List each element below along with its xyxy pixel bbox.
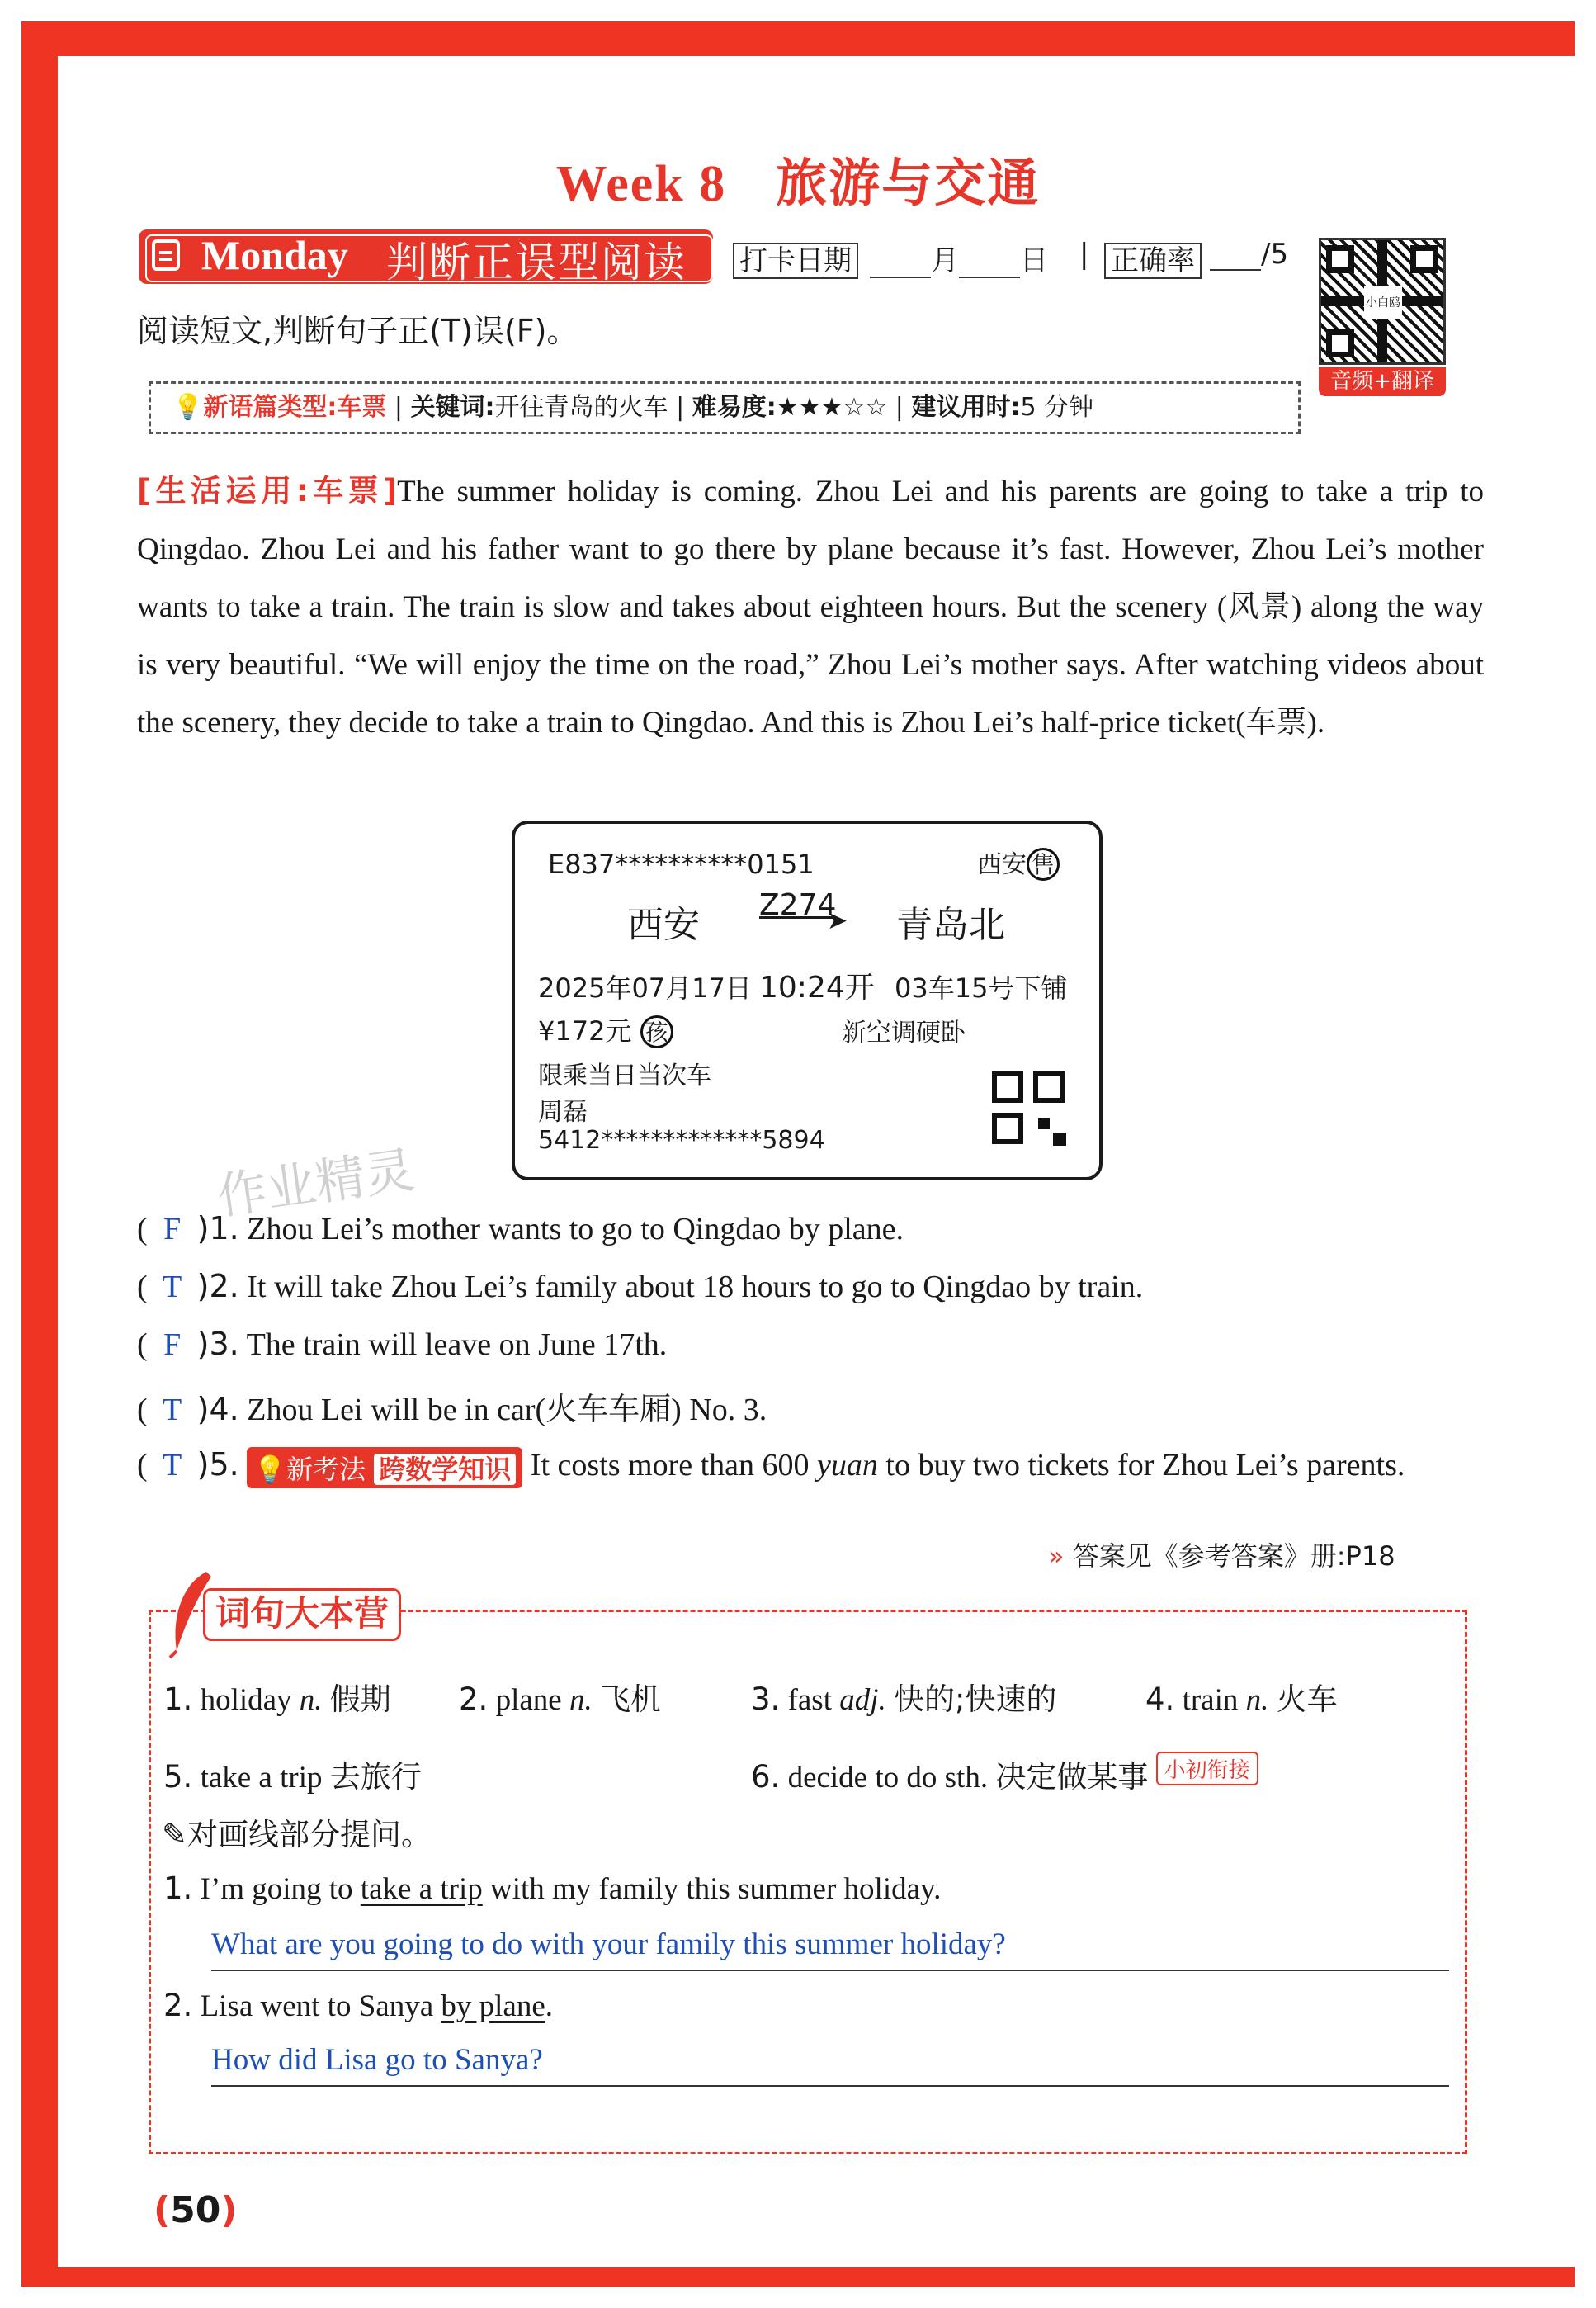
accuracy-field[interactable]: /5 <box>1210 238 1288 271</box>
ticket-qr-icon <box>992 1071 1068 1147</box>
qr-finder <box>1326 245 1354 273</box>
left-swoosh-icon: ( <box>153 2189 171 2231</box>
double-arrow-icon: » <box>1048 1540 1065 1572</box>
ticket-to: 青岛北 <box>896 904 1005 946</box>
checkin-date-label: 打卡日期 <box>733 238 858 278</box>
right-swoosh-icon: ) <box>220 2189 238 2231</box>
qr-finder <box>1410 245 1438 273</box>
exercise-sentence-2: 2. Lisa went to Sanya by plane. <box>163 1988 554 2023</box>
answer-3[interactable]: F <box>163 1327 182 1362</box>
question-1: ( F )1. Zhou Lei’s mother wants to go to Qingdao by plane. <box>137 1210 904 1246</box>
accuracy-blank[interactable] <box>1210 244 1261 271</box>
vocab-item-6: 6. decide to do sth. 决定做某事 小初衔接 <box>751 1752 1258 1796</box>
day-blank[interactable] <box>959 252 1020 278</box>
ticket-serial: E837**********0151 <box>548 849 815 880</box>
child-stamp-icon: 孩 <box>640 1015 673 1048</box>
difficulty-stars: ★★★☆☆ <box>776 393 888 422</box>
question-2: ( T )2. It will take Zhou Lei’s family about 18 hours to go to Qingdao by train. <box>137 1268 1144 1304</box>
exercise-heading: ✎对画线部分提问。 <box>162 1817 432 1852</box>
page-frame-bottom <box>21 2267 1575 2287</box>
ticket-train-number: Z274 <box>759 888 837 922</box>
exercise-answer-1[interactable]: What are you going to do with your family this summer holiday? <box>211 1927 1449 1971</box>
instruction: 阅读短文,判断句子正(T)误(F)。 <box>137 313 578 349</box>
ticket-id: 5412*************5894 <box>538 1126 825 1155</box>
ticket-seat: 03车15号下铺 <box>895 972 1068 1004</box>
month-blank[interactable] <box>870 252 931 278</box>
ticket-passenger: 周磊 <box>538 1098 588 1127</box>
info-bar: 💡新语篇类型:车票 | 关键词:开往青岛的火车 | 难易度:★★★☆☆ | 建议用时:5 分钟 <box>149 381 1301 434</box>
ticket-from: 西安 <box>627 904 700 946</box>
exercise-sentence-1: 1. I’m going to take a trip with my family this summer holiday. <box>163 1871 942 1906</box>
bulb-icon: 💡 <box>172 393 204 422</box>
vocab-item-2: 2. plane n. 飞机 <box>459 1681 661 1717</box>
ticket-time: 10:24开 <box>759 971 875 1005</box>
answer-2[interactable]: T <box>163 1270 182 1304</box>
page-number: (50) <box>153 2189 238 2231</box>
page-frame-left <box>21 21 58 2267</box>
reading-passage <box>137 462 1484 752</box>
passage-tag: [生活运用:车票] <box>137 473 398 508</box>
calendar-icon <box>152 239 180 271</box>
checkin-date-fields[interactable]: 月 日 <box>870 238 1048 278</box>
qr-center-label: 小白鸥 <box>1364 286 1402 319</box>
answer-reference: » 答案见《参考答案》册:P18 <box>1048 1540 1395 1572</box>
ticket-sold-station: 西安 售 <box>977 844 1060 881</box>
vocab-item-5: 5. take a trip 去旅行 <box>163 1759 422 1795</box>
accuracy-label: 正确率 <box>1104 238 1202 278</box>
passage-text: The summer holiday is coming. Zhou Lei and his parents are going to take a trip to Qingdao. Zhou Lei and his father want to go there by plane because it’s fast. However, Zhou Lei’s mother wants to take a train. The train is slow and takes about eighteen hours. But the scenery (风景) along the way is very beautiful. “We will enjoy the time on the road,” Zhou Lei’s mother says. After watching videos about the scenery, they decide to take a train to Qingdao. And this is Zhou Lei’s half-price ticket(车票). <box>137 475 1484 740</box>
topic-label: 旅游与交通 <box>776 153 1041 213</box>
checkin-separator: | <box>1079 238 1089 271</box>
suggested-time: 5 分钟 <box>1020 393 1094 422</box>
ticket-note: 限乘当日当次车 <box>538 1062 711 1090</box>
vocab-item-3: 3. fast adj. 快的;快速的 <box>751 1681 1057 1717</box>
link-tag: 小初衔接 <box>1156 1752 1258 1785</box>
vocab-title: 词句大本营 <box>203 1588 401 1641</box>
sold-stamp-icon: 售 <box>1027 848 1060 881</box>
arrow-right-icon: ➤ <box>827 906 848 935</box>
qr-caption: 音频+翻译 <box>1319 367 1446 396</box>
ticket-price: ¥172元 孩 <box>538 1010 673 1048</box>
ticket-class: 新空调硬卧 <box>842 1019 966 1048</box>
keyword: 开往青岛的火车 <box>494 393 668 422</box>
vocab-item-4: 4. train n. 火车 <box>1145 1681 1338 1717</box>
ticket-date: 2025年07月17日 <box>538 972 752 1004</box>
week-label: Week 8 <box>555 156 727 212</box>
question-5: ( T )5. 💡新考法 跨数学知识 It costs more than 600 yuan to buy two tickets for Zhou Lei’s parents. <box>137 1446 1405 1488</box>
train-ticket <box>512 821 1103 1180</box>
question-4: ( T )4. Zhou Lei will be in car(火车车厢) No. 3. <box>137 1391 767 1427</box>
text-type: 新语篇类型:车票 <box>203 393 387 422</box>
vocab-item-1: 1. holiday n. 假期 <box>163 1681 391 1717</box>
answer-5[interactable]: T <box>163 1448 182 1483</box>
page-frame-top <box>58 21 1575 56</box>
day-label: Monday <box>201 232 348 278</box>
exercise-answer-2[interactable]: How did Lisa go to Sanya? <box>211 2042 1449 2087</box>
pencil-icon: ✎ <box>162 1817 188 1852</box>
answer-4[interactable]: T <box>163 1393 182 1427</box>
new-method-tag: 💡新考法 跨数学知识 <box>247 1447 522 1488</box>
qr-code-icon[interactable] <box>1319 238 1446 365</box>
answer-1[interactable]: F <box>163 1212 182 1246</box>
watermark: 作业精灵 <box>213 1141 418 1227</box>
section-label: 判断正误型阅读 <box>386 239 687 286</box>
question-3: ( F )3. The train will leave on June 17th. <box>137 1326 668 1362</box>
qr-finder <box>1326 329 1354 357</box>
page-title <box>0 142 1596 215</box>
